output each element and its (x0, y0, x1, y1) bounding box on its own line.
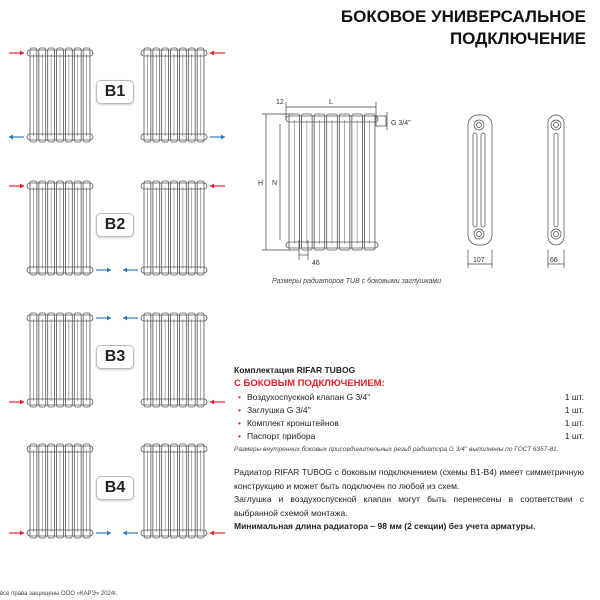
return-arrow-icon (123, 531, 138, 536)
return-arrow-icon (96, 268, 111, 273)
supply-arrow-icon (210, 51, 225, 56)
supply-arrow-icon (9, 51, 24, 56)
scheme-label: B3 (96, 345, 134, 369)
return-arrow-icon (123, 268, 138, 273)
kit-subheading: С БОКОВЫМ ПОДКЛЮЧЕНИЕМ: (234, 378, 385, 389)
page-title: БОКОВОЕ УНИВЕРСАЛЬНОЕ ПОДКЛЮЧЕНИЕ (340, 7, 586, 48)
scheme-b4 (0, 440, 230, 550)
radiator-icon (141, 444, 207, 538)
dim-12: 12 (276, 99, 284, 106)
kit-item: • Воздухоспускной клапан G 3/4'' 1 шт. (238, 392, 584, 402)
kit-note: Размеры внутренних боковых присоединительных резьб радиатора G 3/4'' выполнены по ГОСТ 6357-81. (234, 446, 559, 453)
kit-list (234, 365, 584, 453)
supply-arrow-icon (210, 400, 225, 405)
return-arrow-icon (96, 531, 111, 536)
scheme-b1 (0, 44, 230, 154)
bullet-icon: • (238, 431, 241, 441)
kit-item: • Комплект кронштейнов 1 шт. (238, 418, 584, 428)
supply-arrow-icon (9, 400, 24, 405)
radiator-icon (27, 48, 93, 142)
return-arrow-icon (96, 316, 111, 321)
dim-H: H (258, 180, 264, 187)
radiator-side-view-2col (548, 115, 564, 268)
radiator-side-view-3col (468, 115, 492, 268)
dim-107: 107 (473, 257, 485, 264)
dim-46: 46 (312, 260, 320, 267)
bullet-icon: • (238, 418, 241, 428)
description: Радиатор RIFAR TUBOG с боковым подключением (схемы B1-B4) имеет симметричную конструкцию и может быть подключен по любой из схем. Заглушка и воздухоспускной клапан могут быть перенесены в соответствии с выбранной схемой монтажа. Минимальная длина радиатора – 98 мм (2 секции) без учета арматуры. (234, 467, 584, 531)
scheme-b2 (0, 177, 230, 287)
return-arrow-icon (123, 316, 138, 321)
return-arrow-icon (210, 135, 225, 140)
bullet-icon: • (238, 392, 241, 402)
radiator-dimension-drawing (250, 90, 600, 275)
kit-item: • Паспорт прибора 1 шт. (238, 431, 584, 441)
radiator-icon (27, 444, 93, 538)
radiator-icon (141, 48, 207, 142)
radiator-icon (27, 181, 93, 275)
scheme-label: B1 (96, 80, 134, 104)
supply-arrow-icon (210, 531, 225, 536)
dim-N: N (272, 180, 278, 187)
supply-arrow-icon (9, 531, 24, 536)
radiator-front-view (286, 114, 378, 250)
supply-arrow-icon (9, 184, 24, 189)
scheme-label: B2 (96, 213, 134, 237)
copyright-footer: все права защищены ООО «КАРЭ» 2024г. (0, 591, 118, 597)
radiator-icon (27, 313, 93, 407)
scheme-label: B4 (96, 476, 134, 500)
drawing-caption: Размеры радиаторов TUB с боковыми заглушками (272, 278, 442, 285)
dim-66: 66 (550, 257, 558, 264)
radiator-icon (141, 181, 207, 275)
kit-heading: Комплектация RIFAR TUBOG (234, 365, 356, 375)
scheme-b3 (0, 309, 230, 419)
kit-item: • Заглушка G 3/4'' 1 шт. (238, 405, 584, 415)
radiator-icon (141, 313, 207, 407)
supply-arrow-icon (210, 184, 225, 189)
thread-label: G 3/4'' (391, 120, 411, 127)
return-arrow-icon (9, 135, 24, 140)
bullet-icon: • (238, 405, 241, 415)
dim-L: L (329, 99, 333, 106)
